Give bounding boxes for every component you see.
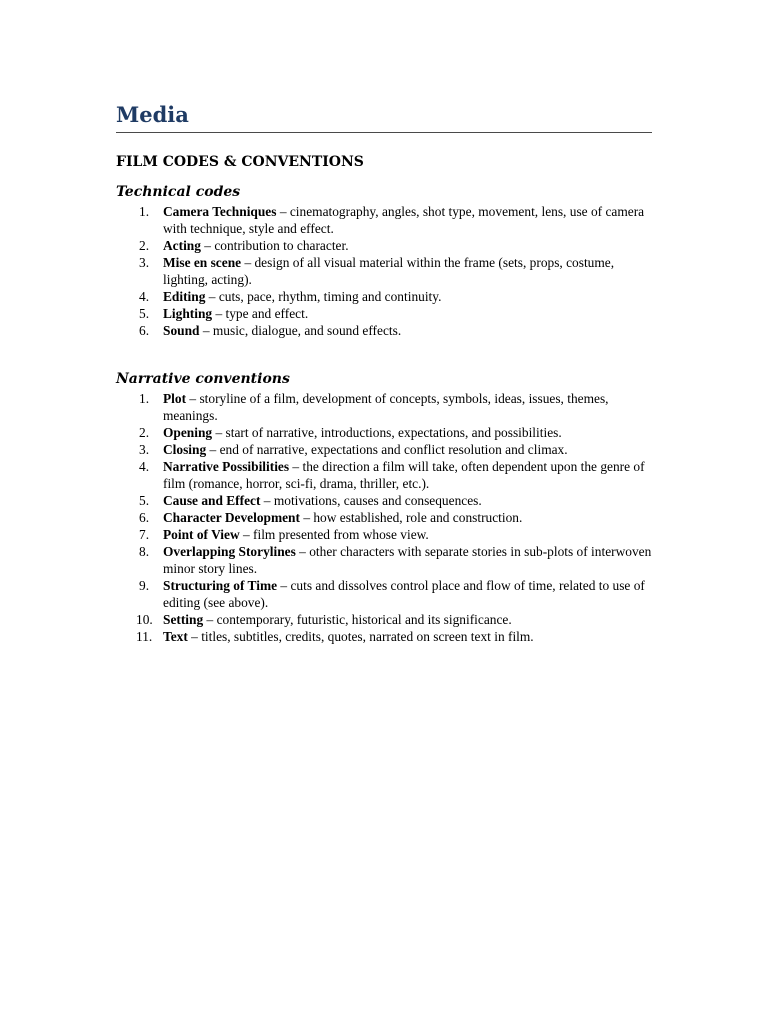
item-term: Setting [163, 612, 204, 627]
item-number: 3. [139, 442, 150, 457]
list-item [116, 390, 652, 424]
item-number: 5. [139, 306, 150, 321]
item-description: – the direction a film will take, often dependent upon the genre of film (romance, horror, sci-fi, drama, thriller, etc.). [163, 459, 645, 491]
list-item [116, 305, 652, 322]
item-term: Point of View [163, 527, 240, 542]
list-item [116, 237, 652, 254]
item-term: Structuring of Time [163, 578, 278, 593]
item-term: Mise en scene [163, 255, 242, 270]
item-number: 10. [136, 612, 153, 627]
item-term: Editing [163, 289, 206, 304]
list-item [116, 543, 652, 577]
item-number: 1. [139, 391, 150, 406]
item-description: – titles, subtitles, credits, quotes, narrated on screen text in film. [187, 629, 534, 644]
item-number: 5. [139, 493, 150, 508]
item-number: 11. [136, 629, 153, 644]
list-item [116, 288, 652, 305]
list-item [116, 611, 652, 628]
item-description: – end of narrative, expectations and conflict resolution and climax. [206, 442, 568, 457]
item-number: 4. [139, 289, 150, 304]
item-description: – cuts and dissolves control place and flow of time, related to use of editing (see above). [163, 578, 645, 610]
item-term: Plot [163, 391, 187, 406]
item-number: 9. [139, 578, 150, 593]
narrative-conventions-list [116, 390, 652, 645]
item-number: 7. [139, 527, 150, 542]
item-description: – film presented from whose view. [239, 527, 429, 542]
document-title: Media [116, 102, 189, 127]
technical-codes-heading: Technical codes [116, 184, 241, 200]
technical-codes-list [116, 203, 652, 339]
item-description: – type and effect. [212, 306, 309, 321]
item-term: Overlapping Storylines [163, 544, 296, 559]
list-item [116, 458, 652, 492]
list-item [116, 441, 652, 458]
item-term: Acting [163, 238, 201, 253]
item-description: – motivations, causes and consequences. [260, 493, 482, 508]
item-term: Closing [163, 442, 207, 457]
item-term: Lighting [163, 306, 213, 321]
item-description: – start of narrative, introductions, expectations, and possibilities. [212, 425, 562, 440]
list-item [116, 424, 652, 441]
list-item [116, 628, 652, 645]
item-term: Character Development [163, 510, 300, 525]
document-page [116, 100, 652, 645]
narrative-conventions-heading: Narrative conventions [116, 371, 290, 387]
item-number: 8. [139, 544, 150, 559]
item-number: 6. [139, 510, 150, 525]
item-description: – contemporary, futuristic, historical and its significance. [203, 612, 512, 627]
item-number: 2. [139, 425, 150, 440]
item-description: – contribution to character. [200, 238, 349, 253]
item-term: Text [163, 629, 188, 644]
list-item [116, 254, 652, 288]
item-description: – other characters with separate stories in sub-plots of interwoven minor story lines. [163, 544, 652, 576]
item-number: 2. [139, 238, 150, 253]
item-term: Narrative Possibilities [163, 459, 290, 474]
list-item [116, 526, 652, 543]
section-heading: FILM CODES & CONVENTIONS [116, 154, 364, 170]
list-item [116, 322, 652, 339]
item-description: – cuts, pace, rhythm, timing and continuity. [205, 289, 442, 304]
list-item [116, 203, 652, 237]
title-divider [116, 132, 652, 133]
item-number: 1. [139, 204, 150, 219]
list-item [116, 492, 652, 509]
item-description: – cinematography, angles, shot type, movement, lens, use of camera with technique, style and effect. [163, 204, 645, 236]
item-description: – design of all visual material within the frame (sets, props, costume, lighting, acting). [163, 255, 615, 287]
item-number: 4. [139, 459, 150, 474]
list-item [116, 577, 652, 611]
item-description: – storyline of a film, development of concepts, symbols, ideas, issues, themes, meanings. [163, 391, 609, 423]
item-description: – how established, role and construction. [299, 510, 523, 525]
item-number: 3. [139, 255, 150, 270]
item-number: 6. [139, 323, 150, 338]
item-term: Cause and Effect [163, 493, 261, 508]
item-term: Opening [163, 425, 213, 440]
item-term: Sound [163, 323, 200, 338]
list-item [116, 509, 652, 526]
item-term: Camera Techniques [163, 204, 277, 219]
item-description: – music, dialogue, and sound effects. [199, 323, 402, 338]
